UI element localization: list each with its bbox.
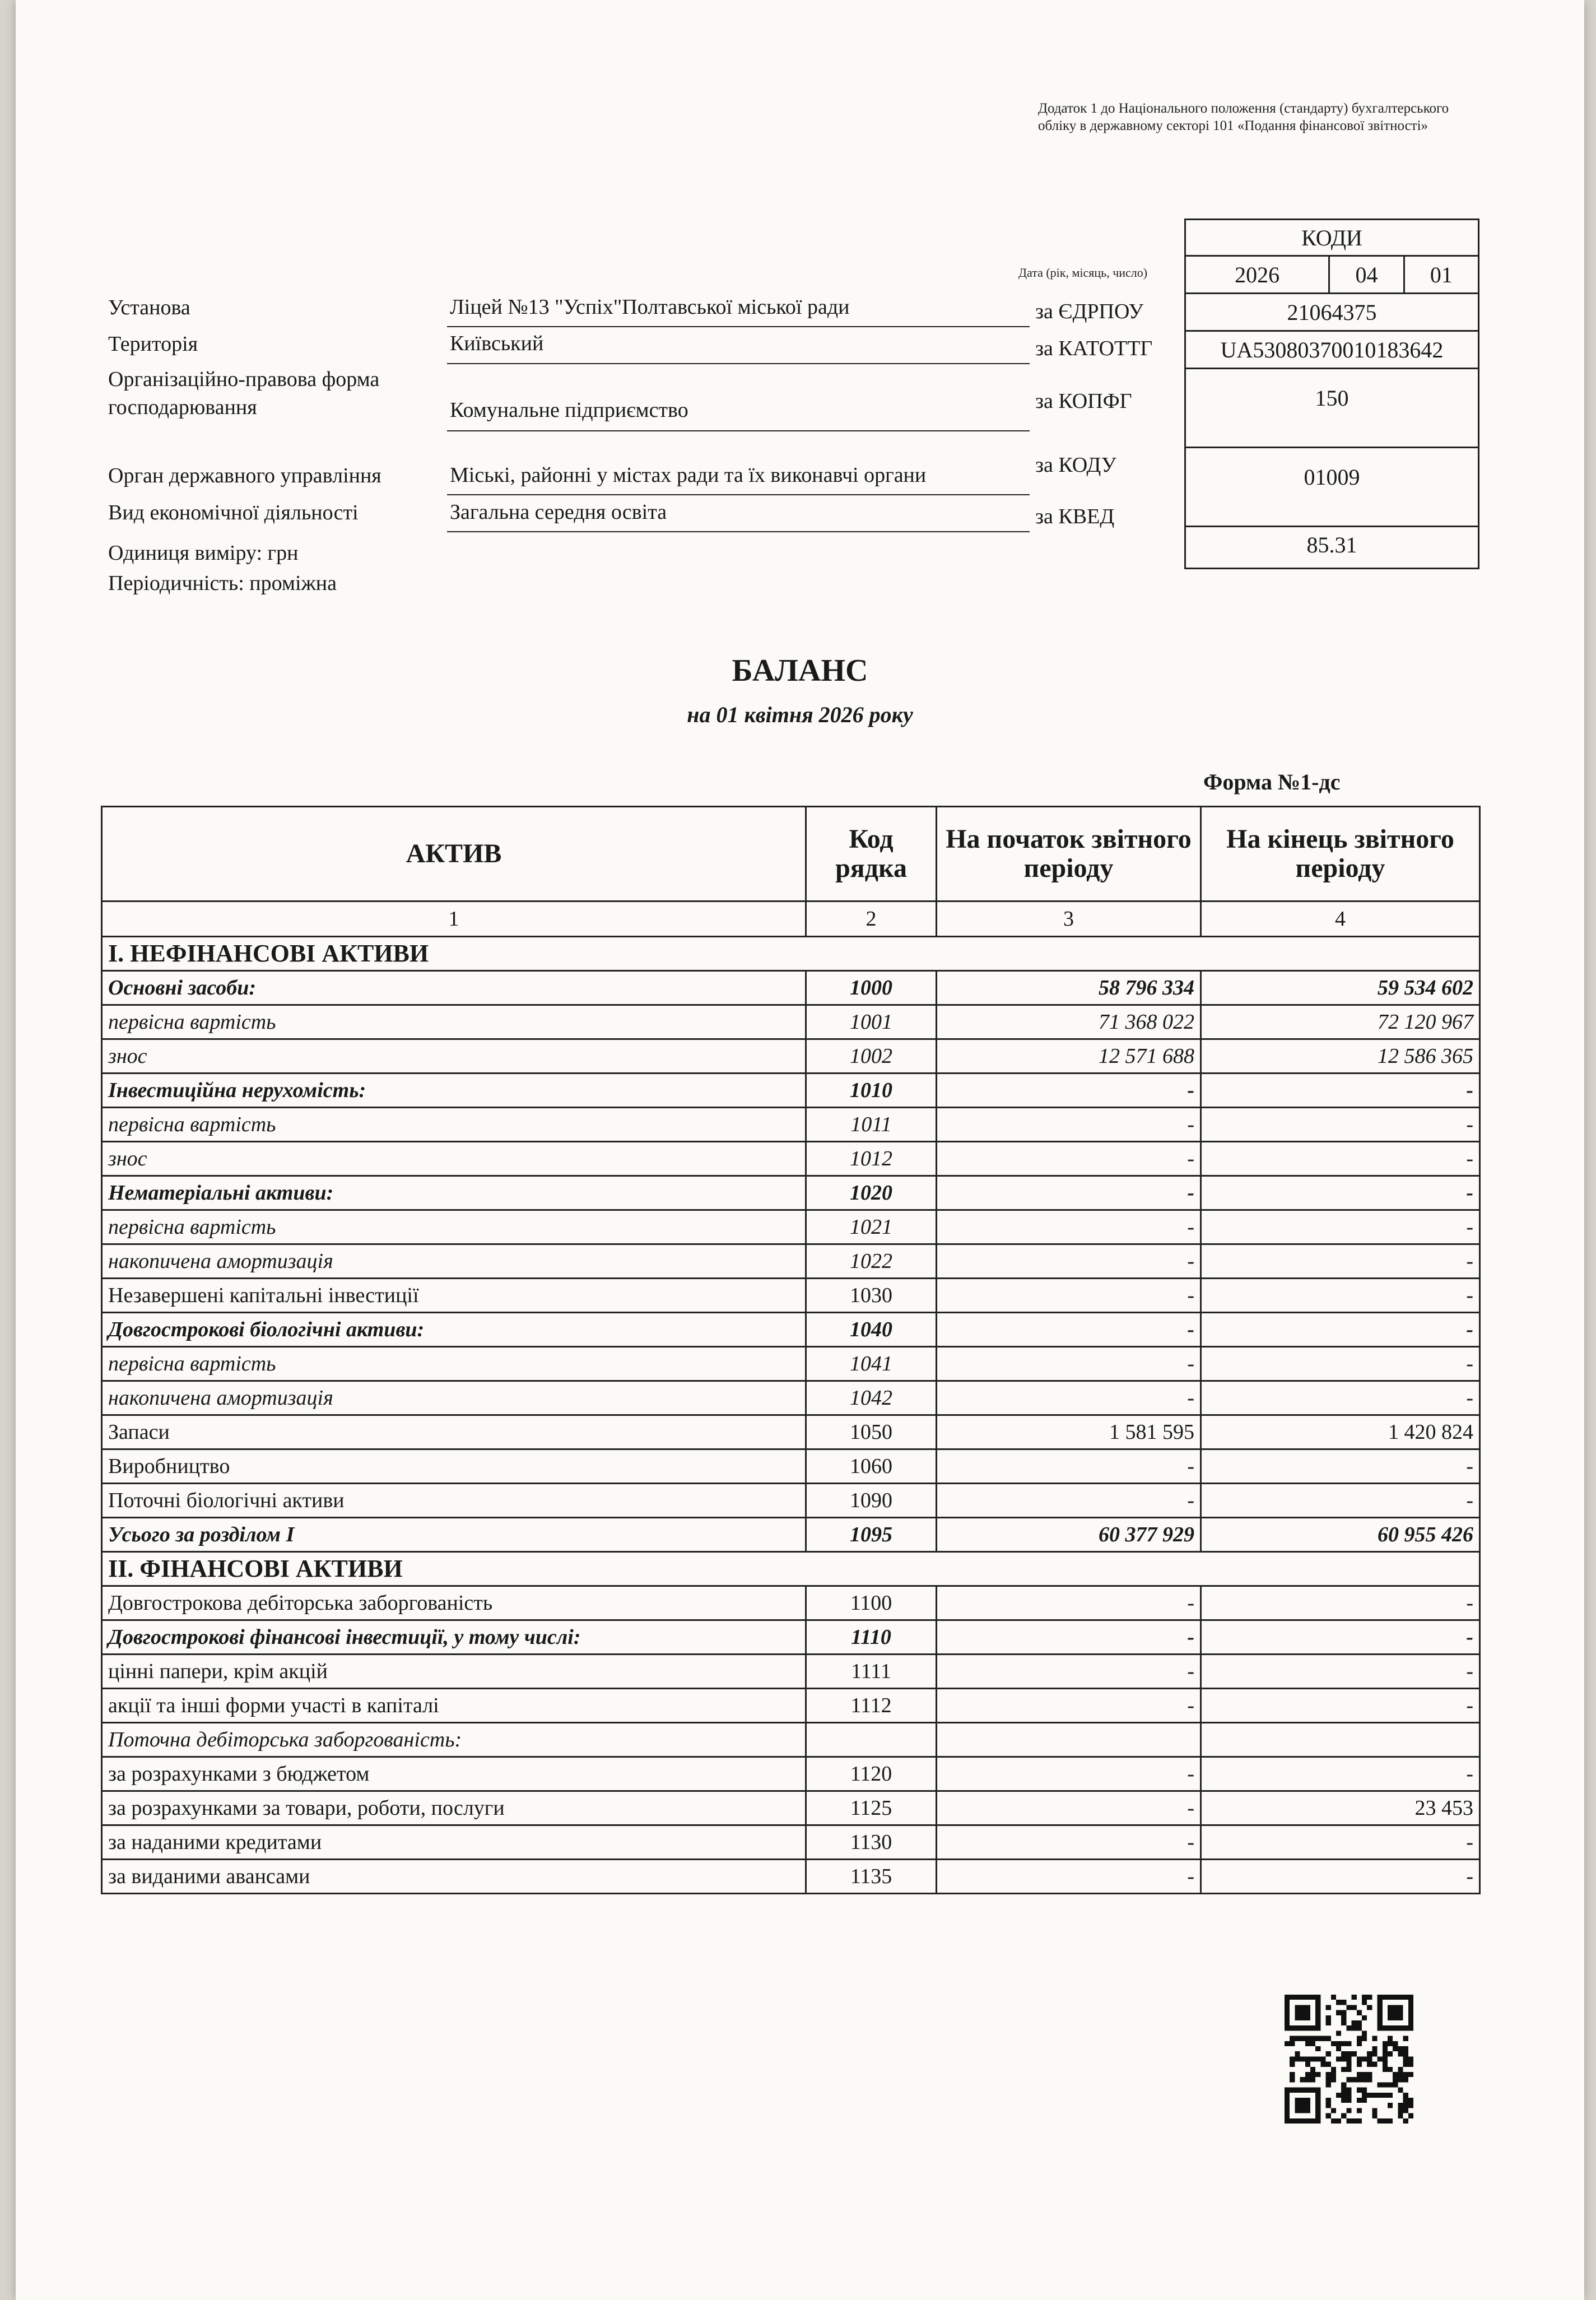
- code-kodu: 01009: [1185, 448, 1479, 527]
- table-row: [102, 1039, 1480, 1074]
- row-code: 1020: [806, 1176, 937, 1210]
- col-number-2: 2: [806, 902, 937, 937]
- row-code: 1010: [806, 1074, 937, 1108]
- table-row: [102, 1825, 1480, 1860]
- row-name: Інвестиційна нерухомість:: [102, 1074, 806, 1108]
- table-row: [102, 1518, 1480, 1552]
- row-end-value: -: [1201, 1860, 1480, 1894]
- org-code-label-edrpou: за ЄДРПОУ: [1035, 300, 1144, 323]
- row-code: 1040: [806, 1313, 937, 1347]
- row-end-value: -: [1201, 1449, 1480, 1484]
- table-row: [102, 1655, 1480, 1689]
- row-start-value: -: [937, 1620, 1201, 1655]
- row-name: Основні засоби:: [102, 971, 806, 1005]
- table-row: [102, 1689, 1480, 1723]
- row-name: первісна вартість: [102, 1347, 806, 1381]
- row-start-value: -: [937, 1757, 1201, 1791]
- row-end-value: 12 586 365: [1201, 1039, 1480, 1074]
- row-code: 1030: [806, 1279, 937, 1313]
- org-code-label-kved: за КВЕД: [1035, 505, 1115, 528]
- date-label: Дата (рік, місяць, число): [1018, 266, 1148, 280]
- row-name: первісна вартість: [102, 1005, 806, 1039]
- row-end-value: 23 453: [1201, 1791, 1480, 1825]
- row-code: 1112: [806, 1689, 937, 1723]
- row-end-value: -: [1201, 1586, 1480, 1620]
- col-number-3: 3: [937, 902, 1201, 937]
- row-start-value: -: [937, 1313, 1201, 1347]
- row-end-value: 1 420 824: [1201, 1415, 1480, 1449]
- header-asset: АКТИВ: [102, 807, 806, 902]
- table-row: [102, 1860, 1480, 1894]
- document-title: БАЛАНС: [732, 653, 868, 688]
- date-day: 01: [1404, 256, 1478, 294]
- row-start-value: -: [937, 1586, 1201, 1620]
- row-end-value: 60 955 426: [1201, 1518, 1480, 1552]
- codes-table: [1184, 219, 1479, 569]
- row-end-value: -: [1201, 1825, 1480, 1860]
- org-value-legal-form: Комунальне підприємство: [450, 398, 688, 422]
- column-number-row: [102, 902, 1480, 937]
- row-name: Довгострокові фінансові інвестиції, у тому числі:: [102, 1620, 806, 1655]
- row-start-value: [937, 1723, 1201, 1757]
- org-value-authority: Міські, районні у містах ради та їх виконавчі органи: [450, 463, 927, 487]
- date-month: 04: [1329, 256, 1404, 294]
- header-start: На початок звітного періоду: [937, 807, 1201, 902]
- table-row: [102, 1757, 1480, 1791]
- row-code: 1130: [806, 1825, 937, 1860]
- table-row: [102, 1723, 1480, 1757]
- row-end-value: -: [1201, 1142, 1480, 1176]
- row-code: 1060: [806, 1449, 937, 1484]
- header-code: Код рядка: [806, 807, 937, 902]
- row-name: Усього за розділом I: [102, 1518, 806, 1552]
- section-row: [102, 1552, 1480, 1586]
- codes-title: КОДИ: [1185, 220, 1479, 256]
- row-code: 1090: [806, 1484, 937, 1518]
- row-end-value: -: [1201, 1381, 1480, 1415]
- row-end-value: -: [1201, 1108, 1480, 1142]
- form-number: Форма №1-дс: [1203, 769, 1341, 794]
- row-code: 1021: [806, 1210, 937, 1244]
- row-name: за виданими авансами: [102, 1860, 806, 1894]
- row-end-value: -: [1201, 1176, 1480, 1210]
- table-row: [102, 1484, 1480, 1518]
- org-label-territory: Територія: [108, 332, 198, 356]
- reference-note: Додаток 1 до Національного положення (стандарту) бухгалтерського обліку в державному секторі 101 «Подання фінансової звітності»: [1038, 101, 1449, 133]
- row-start-value: -: [937, 1176, 1201, 1210]
- row-end-value: -: [1201, 1655, 1480, 1689]
- section-title: I. НЕФІНАНСОВІ АКТИВИ: [102, 937, 1480, 971]
- code-katottg: UA53080370010183642: [1185, 331, 1479, 369]
- row-name: Поточна дебіторська заборгованість:: [102, 1723, 806, 1757]
- table-row: [102, 1210, 1480, 1244]
- row-name: за наданими кредитами: [102, 1825, 806, 1860]
- row-start-value: -: [937, 1108, 1201, 1142]
- table-header-row: [102, 807, 1480, 902]
- row-code: 1000: [806, 971, 937, 1005]
- row-code: 1011: [806, 1108, 937, 1142]
- row-start-value: -: [937, 1244, 1201, 1279]
- row-name: цінні папери, крім акцій: [102, 1655, 806, 1689]
- row-end-value: -: [1201, 1313, 1480, 1347]
- row-code: 1001: [806, 1005, 937, 1039]
- periodicity-label: Періодичність: проміжна: [108, 571, 337, 595]
- row-name: знос: [102, 1039, 806, 1074]
- row-name: первісна вартість: [102, 1108, 806, 1142]
- org-label-activity: Вид економічної діяльності: [108, 501, 359, 524]
- org-value-territory: Київський: [450, 332, 544, 355]
- row-start-value: -: [937, 1860, 1201, 1894]
- row-start-value: -: [937, 1074, 1201, 1108]
- table-row: [102, 1347, 1480, 1381]
- row-start-value: -: [937, 1484, 1201, 1518]
- row-code: 1111: [806, 1655, 937, 1689]
- row-end-value: -: [1201, 1074, 1480, 1108]
- row-end-value: -: [1201, 1210, 1480, 1244]
- balance-table: [101, 806, 1481, 1894]
- row-code: 1002: [806, 1039, 937, 1074]
- table-row: [102, 1381, 1480, 1415]
- unit-label: Одиниця виміру: грн: [108, 541, 299, 565]
- row-name: Нематеріальні активи:: [102, 1176, 806, 1210]
- row-end-value: -: [1201, 1244, 1480, 1279]
- row-name: за розрахунками з бюджетом: [102, 1757, 806, 1791]
- row-code: [806, 1723, 937, 1757]
- table-row: [102, 1108, 1480, 1142]
- row-start-value: 71 368 022: [937, 1005, 1201, 1039]
- table-row: [102, 1074, 1480, 1108]
- org-value-institution: Ліцей №13 "Успіх"Полтавської міської ради: [450, 295, 850, 319]
- table-row: [102, 1449, 1480, 1484]
- row-end-value: 59 534 602: [1201, 971, 1480, 1005]
- row-name: Довгострокові біологічні активи:: [102, 1313, 806, 1347]
- row-name: первісна вартість: [102, 1210, 806, 1244]
- table-row: [102, 1791, 1480, 1825]
- row-name: накопичена амортизація: [102, 1381, 806, 1415]
- row-name: за розрахунками за товари, роботи, послуги: [102, 1791, 806, 1825]
- row-code: 1041: [806, 1347, 937, 1381]
- row-end-value: -: [1201, 1484, 1480, 1518]
- row-code: 1042: [806, 1381, 937, 1415]
- qr-code-icon: [1285, 1995, 1413, 2124]
- header-end: На кінець звітного періоду: [1201, 807, 1480, 902]
- row-name: Запаси: [102, 1415, 806, 1449]
- row-start-value: -: [937, 1210, 1201, 1244]
- org-code-label-kopfg: за КОПФГ: [1035, 389, 1132, 413]
- row-start-value: -: [937, 1279, 1201, 1313]
- date-year: 2026: [1185, 256, 1329, 294]
- row-code: 1120: [806, 1757, 937, 1791]
- org-label-institution: Установа: [108, 296, 190, 319]
- table-row: [102, 1176, 1480, 1210]
- row-code: 1100: [806, 1586, 937, 1620]
- row-end-value: -: [1201, 1689, 1480, 1723]
- row-end-value: -: [1201, 1279, 1480, 1313]
- org-code-label-kodu: за КОДУ: [1035, 453, 1116, 477]
- table-row: [102, 1142, 1480, 1176]
- row-start-value: -: [937, 1655, 1201, 1689]
- org-value-activity: Загальна середня освіта: [450, 500, 667, 524]
- row-name: Незавершені капітальні інвестиції: [102, 1279, 806, 1313]
- row-start-value: 12 571 688: [937, 1039, 1201, 1074]
- row-code: 1135: [806, 1860, 937, 1894]
- section-row: [102, 937, 1480, 971]
- row-code: 1050: [806, 1415, 937, 1449]
- code-kved: 85.31: [1185, 527, 1479, 569]
- row-start-value: -: [937, 1791, 1201, 1825]
- row-name: акції та інші форми участі в капіталі: [102, 1689, 806, 1723]
- row-start-value: -: [937, 1347, 1201, 1381]
- table-row: [102, 1415, 1480, 1449]
- row-start-value: -: [937, 1142, 1201, 1176]
- row-code: 1110: [806, 1620, 937, 1655]
- row-start-value: -: [937, 1825, 1201, 1860]
- row-start-value: 58 796 334: [937, 971, 1201, 1005]
- org-label-authority: Орган державного управління: [108, 464, 381, 487]
- org-label-legal-form: Організаційно-правова форма господарювання: [108, 368, 380, 419]
- row-end-value: -: [1201, 1620, 1480, 1655]
- row-start-value: -: [937, 1381, 1201, 1415]
- row-code: 1125: [806, 1791, 937, 1825]
- row-end-value: [1201, 1723, 1480, 1757]
- row-start-value: -: [937, 1449, 1201, 1484]
- table-row: [102, 1313, 1480, 1347]
- row-end-value: -: [1201, 1757, 1480, 1791]
- table-row: [102, 1005, 1480, 1039]
- row-end-value: -: [1201, 1347, 1480, 1381]
- row-start-value: 60 377 929: [937, 1518, 1201, 1552]
- document-page: [16, 0, 1584, 2300]
- table-row: [102, 1244, 1480, 1279]
- table-row: [102, 1620, 1480, 1655]
- row-code: 1022: [806, 1244, 937, 1279]
- row-start-value: 1 581 595: [937, 1415, 1201, 1449]
- section-title: II. ФІНАНСОВІ АКТИВИ: [102, 1552, 1480, 1586]
- row-name: знос: [102, 1142, 806, 1176]
- table-row: [102, 1279, 1480, 1313]
- table-row: [102, 1586, 1480, 1620]
- row-code: 1095: [806, 1518, 937, 1552]
- col-number-4: 4: [1201, 902, 1480, 937]
- code-kopfg: 150: [1185, 369, 1479, 448]
- document-subtitle: на 01 квітня 2026 року: [687, 702, 913, 727]
- org-code-label-katottg: за КАТОТТГ: [1035, 337, 1153, 360]
- row-name: Поточні біологічні активи: [102, 1484, 806, 1518]
- row-name: накопичена амортизація: [102, 1244, 806, 1279]
- col-number-1: 1: [102, 902, 806, 937]
- row-start-value: -: [937, 1689, 1201, 1723]
- row-end-value: 72 120 967: [1201, 1005, 1480, 1039]
- table-row: [102, 971, 1480, 1005]
- code-edrpou: 21064375: [1185, 294, 1479, 331]
- row-name: Довгострокова дебіторська заборгованість: [102, 1586, 806, 1620]
- row-name: Виробництво: [102, 1449, 806, 1484]
- row-code: 1012: [806, 1142, 937, 1176]
